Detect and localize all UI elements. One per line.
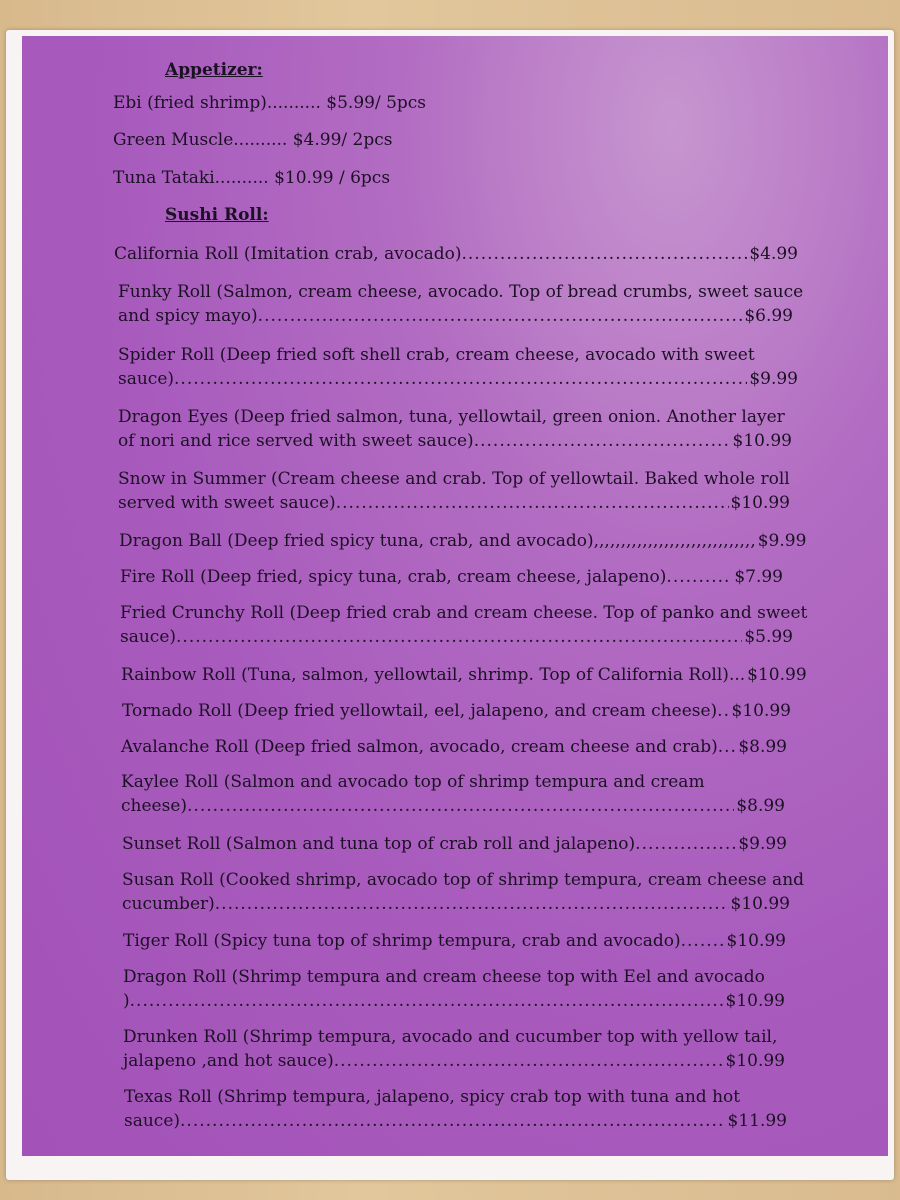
price: $10.99 [730,894,790,914]
menu-item: Tornado Roll (Deep fried yellowtail, eel, jalapeno, and cream cheese) ..... $10.99 [122,699,791,723]
price: $10.99 [747,665,807,685]
menu-item: California Roll (Imitation crab, avocado) ..... $4.99 [114,242,798,266]
price: $10.99 [731,701,791,721]
menu-item: Fried Crunchy Roll (Deep fried crab and cream cheese. Top of panko and sweet sauce) ..... $5.99 [120,601,793,649]
price: $6.99 [744,306,793,326]
price: $11.99 [727,1111,787,1131]
price: $10.99 [732,431,792,451]
price: $10.99 [730,493,790,513]
appetizer-item: Green Muscle.......... $4.99/ 2pcs [113,130,393,150]
appetizer-item: Ebi (fried shrimp).......... $5.99/ 5pcs [113,93,427,113]
menu-page [22,36,888,1156]
price: $10.99 [726,931,786,951]
price: $10.99 [725,1051,785,1071]
appetizer-heading: Appetizer: [165,60,263,80]
menu-item: Spider Roll (Deep fried soft shell crab, cream cheese, avocado with sweet sauce) ..... $9.99 [118,343,798,391]
menu-item: Texas Roll (Shrimp tempura, jalapeno, spicy crab top with tuna and hot sauce) ..... $11.99 [124,1085,787,1133]
menu-item: Dragon Eyes (Deep fried salmon, tuna, yellowtail, green onion. Another layer of nori and rice served with sweet sauce) ..... $10.99 [118,405,792,453]
menu-item: Dragon Ball (Deep fried spicy tuna, crab, and avocado),,,,,,,,,,,,,,,,,,,,,,,,,,,,,, $9.99 [119,531,807,551]
menu-item: Funky Roll (Salmon, cream cheese, avocado. Top of bread crumbs, sweet sauce and spicy mayo) ..... $6.99 [118,280,793,328]
price: $8.99 [738,737,787,757]
menu-item: Rainbow Roll (Tuna, salmon, yellowtail, shrimp. Top of California Roll)... $10.99 [121,665,807,685]
menu-item: Susan Roll (Cooked shrimp, avocado top of shrimp tempura, cream cheese and cucumber) ..... $10.99 [122,868,790,916]
price: $9.99 [757,531,807,551]
price: $10.99 [725,991,785,1011]
menu-item: Tiger Roll (Spicy tuna top of shrimp tempura, crab and avocado) ..... $10.99 [123,929,786,953]
menu-item: Sunset Roll (Salmon and tuna top of crab roll and jalapeno) ..... $9.99 [122,832,787,856]
price: $5.99 [744,627,793,647]
menu-item: Snow in Summer (Cream cheese and crab. Top of yellowtail. Baked whole roll served with sweet sauce) ..... $10.99 [118,467,790,515]
appetizer-item: Tuna Tataki.......... $10.99 / 6pcs [113,168,391,188]
menu-item: Drunken Roll (Shrimp tempura, avocado and cucumber top with yellow tail, jalapeno ,and hot sauce) ..... $10.99 [123,1025,785,1073]
price: $9.99 [749,369,798,389]
menu-item: Fire Roll (Deep fried, spicy tuna, crab, cream cheese, jalapeno) ..... $7.99 [120,565,783,589]
menu-item: Kaylee Roll (Salmon and avocado top of shrimp tempura and cream cheese) ..... $8.99 [121,770,785,818]
menu-item: Dragon Roll (Shrimp tempura and cream cheese top with Eel and avocado ) ..... $10.99 [123,965,785,1013]
price: $7.99 [734,567,783,587]
price: $8.99 [736,796,785,816]
price: $9.99 [738,834,787,854]
sushi-roll-heading: Sushi Roll: [165,205,269,225]
price: $4.99 [749,244,798,264]
menu-item: Avalanche Roll (Deep fried salmon, avocado, cream cheese and crab) ..... $8.99 [121,735,787,759]
